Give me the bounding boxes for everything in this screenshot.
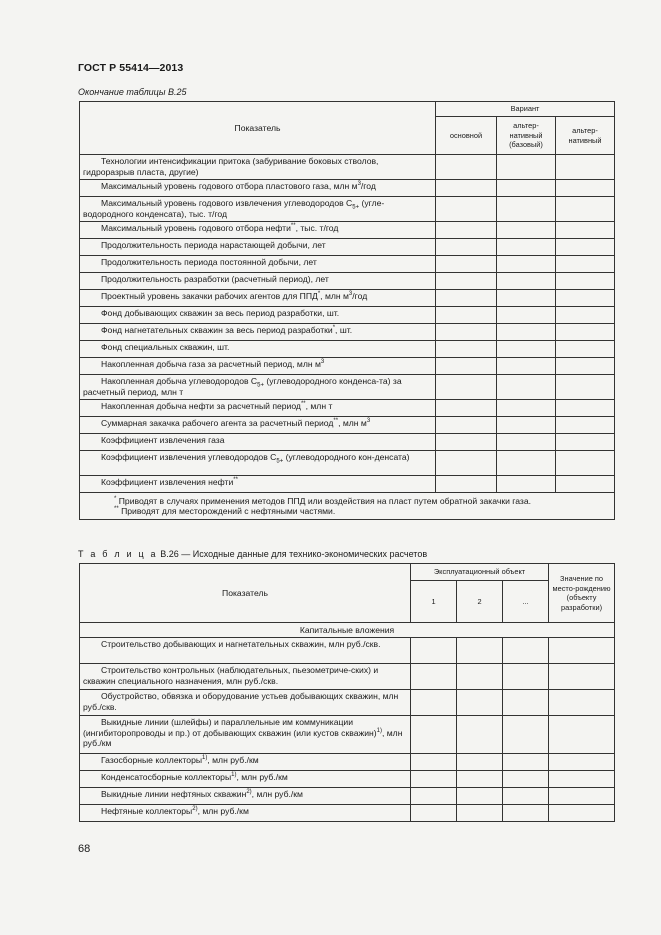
table-row: Выкидные линии (шлейфы) и параллельные им коммуникации (ингибиторопроводы и пр.) от добывающих скважин (или кустов скважин)$^{1)}$, млн руб./км — [80, 716, 411, 754]
col-header-main: основной — [436, 117, 497, 155]
table-row: Строительство контрольных (наблюдательных, пьезометриче-ских) и скважин специального назначения, млн руб./скв. — [80, 664, 411, 690]
table-row: Коэффициент извлечения нефти** — [80, 476, 436, 493]
col-header-object-2: 2 — [457, 581, 503, 623]
document-header: ГОСТ Р 55414—2013 — [78, 62, 184, 74]
table-row: Продолжительность разработки (расчетный период), лет — [80, 273, 436, 290]
table-row: Фонд нагнетательных скважин за весь период разработки*, шт. — [80, 324, 436, 341]
page-number: 68 — [78, 843, 91, 855]
table-row: Накопленная добыча углеводородов $С_{5+}$ (углеводородного конденса-та) за расчетный период, млн т — [80, 375, 436, 400]
table-row: Обустройство, обвязка и оборудование устьев добывающих скважин, млн руб./скв. — [80, 690, 411, 716]
table-footnotes: * Приводят в случаях применения методов ППД или воздействия на пласт путем обратной закачки газа. ** Приводят для месторождений с нефтяными частями. — [80, 493, 615, 520]
table-row: Максимальный уровень годового извлечения углеводородов $С_{5+}$ (угле-водородного конденсата), тыс. т/год — [80, 197, 436, 222]
table-row: Накопленная добыча газа за расчетный период, млн $м^3$ — [80, 358, 436, 375]
table-row: Накопленная добыча нефти за расчетный период**, млн т — [80, 400, 436, 417]
col-header-object-1: 1 — [411, 581, 457, 623]
table-row: Фонд добывающих скважин за весь период разработки, шт. — [80, 307, 436, 324]
table-row: Фонд специальных скважин, шт. — [80, 341, 436, 358]
col-header-object-more: ... — [503, 581, 549, 623]
col-header-indicator: Показатель — [80, 102, 436, 155]
table-b26 — [79, 563, 615, 822]
table-b25 — [79, 101, 615, 520]
table-row: Коэффициент извлечения газа — [80, 434, 436, 451]
table-row: Проектный уровень закачки рабочих агентов для ППД*, млн $м^3$/год — [80, 290, 436, 307]
table-row: Конденсатосборные коллекторы$^{1)}$, млн руб./км — [80, 771, 411, 788]
footnote-2: Приводят для месторождений с нефтяными частями. — [121, 506, 336, 516]
col-header-alt: альтер-нативный — [556, 117, 615, 155]
table-row: Нефтяные коллекторы$^{2)}$, млн руб./км — [80, 805, 411, 822]
col-header-indicator: Показатель — [80, 564, 411, 623]
table-row: Коэффициент извлечения углеводородов $С_{5+}$ (углеводородного кон-денсата) — [80, 451, 436, 476]
table-row: Максимальный уровень годового отбора пластового газа, млн $м^3$/год — [80, 180, 436, 197]
table-row: Максимальный уровень годового отбора нефти**, тыс. т/год — [80, 222, 436, 239]
table-row: Продолжительность периода нарастающей добычи, лет — [80, 239, 436, 256]
col-header-object: Эксплуатационный объект — [411, 564, 549, 581]
table-row: Технологии интенсификации притока (забуривание боковых стволов, гидроразрыв пласта, другие) — [80, 155, 436, 180]
col-header-variant: Вариант — [436, 102, 615, 117]
table-b26-caption: Т а б л и ц а В.26 — Исходные данные для технико-экономических расчетов — [78, 549, 428, 559]
table-row: Выкидные линии нефтяных скважин$^{2)}$, млн руб./км — [80, 788, 411, 805]
section-capital-investments: Капитальные вложения — [80, 623, 615, 638]
col-header-field-value: Значение по место-рождению (объекту разработки) — [549, 564, 615, 623]
table-row: Суммарная закачка рабочего агента за расчетный период**, млн $м^3$ — [80, 417, 436, 434]
table-row: Продолжительность периода постоянной добычи, лет — [80, 256, 436, 273]
table-b25-caption: Окончание таблицы В.25 — [78, 87, 187, 97]
footnote-1: Приводят в случаях применения методов ППД или воздействия на пласт путем обратной закачки газа. — [118, 496, 531, 506]
table-row: Газосборные коллекторы$^{1)}$, млн руб./км — [80, 754, 411, 771]
col-header-alt-base: альтер-нативный (базовый) — [497, 117, 556, 155]
table-row: Строительство добывающих и нагнетательных скважин, млн руб./скв. — [80, 638, 411, 664]
